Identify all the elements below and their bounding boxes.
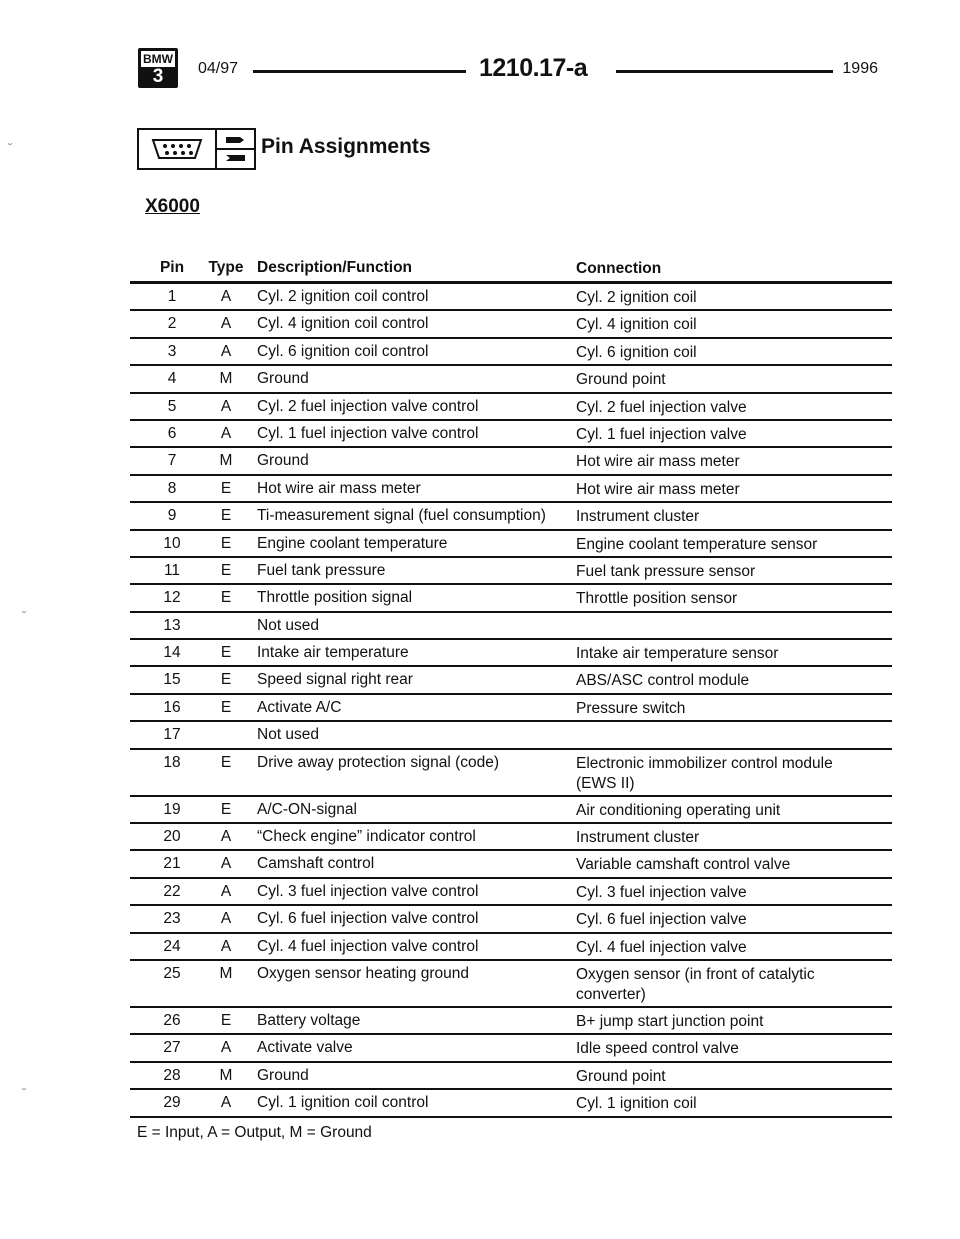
connection-cell: Hot wire air mass meter	[576, 480, 740, 498]
pin-cell: 22	[163, 882, 181, 900]
type-cell: E	[220, 534, 232, 552]
description-cell: Engine coolant temperature	[257, 534, 448, 552]
table-row	[130, 366, 892, 393]
pin-cell: 9	[167, 507, 177, 525]
type-cell: E	[220, 479, 232, 497]
type-cell: M	[219, 964, 233, 982]
pin-cell: 21	[163, 855, 181, 873]
description-cell: Cyl. 2 ignition coil control	[257, 288, 429, 305]
table-row	[130, 695, 892, 722]
scan-mark: ˘	[8, 140, 13, 156]
connection-cell: Cyl. 6 fuel injection valve	[576, 911, 747, 929]
description-cell: Throttle position signal	[257, 589, 413, 607]
description-cell: Cyl. 4 fuel injection valve control	[257, 937, 479, 955]
type-cell: E	[220, 698, 232, 716]
pin-cell: 26	[163, 1011, 181, 1029]
type-cell: E	[220, 589, 232, 607]
table-row	[130, 284, 892, 311]
connection-cell: Cyl. 1 fuel injection valve	[576, 425, 747, 443]
table-row	[130, 797, 892, 824]
connection-cell: Intake air temperature sensor	[576, 645, 779, 663]
pin-cell: 17	[163, 726, 181, 744]
connection-cell: B+ jump start junction point	[576, 1012, 764, 1030]
type-cell: E	[220, 507, 232, 525]
description-cell: Cyl. 1 fuel injection valve control	[257, 424, 479, 442]
type-cell: A	[220, 424, 232, 442]
table-row	[130, 906, 892, 933]
header-date: 04/97	[198, 60, 239, 77]
pin-cell: 28	[163, 1066, 181, 1084]
description-cell: A/C-ON-signal	[257, 800, 357, 818]
column-header-connection: Connection	[576, 260, 662, 277]
description-cell: Cyl. 6 fuel injection valve control	[257, 910, 479, 928]
table-row	[130, 339, 892, 366]
table-row	[130, 1063, 892, 1090]
type-legend: E = Input, A = Output, M = Ground	[137, 1124, 372, 1141]
pin-cell: 3	[167, 342, 177, 360]
pin-cell: 12	[163, 589, 181, 607]
description-cell: Camshaft control	[257, 855, 375, 873]
connection-cell: Oxygen sensor (in front of catalytic converter)	[576, 965, 815, 1003]
document-number: 1210.17-a	[479, 54, 588, 82]
pin-cell: 1	[167, 288, 177, 305]
type-cell: E	[220, 1011, 232, 1029]
table-row	[130, 640, 892, 667]
table-body	[130, 281, 892, 1118]
connection-cell: Variable camshaft control valve	[576, 856, 791, 874]
type-cell: A	[220, 1039, 232, 1057]
table-row	[130, 851, 892, 878]
header-year: 1996	[842, 60, 878, 77]
pin-assignment-table	[130, 255, 892, 1118]
description-cell: Not used	[257, 726, 320, 744]
type-cell: A	[220, 342, 232, 360]
description-cell: Activate valve	[257, 1039, 353, 1057]
connection-cell: Engine coolant temperature sensor	[576, 535, 818, 553]
pin-cell: 25	[163, 964, 181, 982]
connector-icon	[137, 128, 217, 170]
type-cell: A	[220, 855, 232, 873]
page-header	[138, 48, 878, 88]
type-cell: E	[220, 671, 232, 689]
description-cell: Oxygen sensor heating ground	[257, 964, 469, 982]
pin-cell: 5	[167, 397, 177, 415]
connection-cell: Idle speed control valve	[576, 1040, 739, 1058]
connection-cell: Fuel tank pressure sensor	[576, 562, 756, 580]
table-row	[130, 961, 892, 1008]
pin-cell: 10	[163, 534, 181, 552]
table-row	[130, 1090, 892, 1117]
pin-cell: 16	[163, 698, 181, 716]
table-row	[130, 311, 892, 338]
connection-cell: Cyl. 6 ignition coil	[576, 343, 697, 361]
connector-id: X6000	[145, 196, 200, 217]
connection-cell: Electronic immobilizer control module (EWS II)	[576, 754, 833, 792]
description-cell: Cyl. 6 ignition coil control	[257, 342, 429, 360]
connection-cell: Cyl. 1 ignition coil	[576, 1095, 697, 1113]
connection-cell: Throttle position sensor	[576, 590, 738, 608]
description-cell: Ground	[257, 452, 309, 470]
description-cell: “Check engine” indicator control	[257, 828, 476, 846]
header-rule-right	[616, 70, 833, 73]
type-cell: M	[219, 452, 233, 470]
description-cell: Intake air temperature	[257, 644, 409, 662]
logo-brand: BMW	[143, 52, 173, 66]
connection-cell: Ground point	[576, 1067, 666, 1085]
pin-cell: 2	[167, 315, 177, 333]
pin-cell: 8	[167, 479, 177, 497]
page-title: Pin Assignments	[261, 135, 431, 158]
table-row	[130, 503, 892, 530]
connection-cell: Cyl. 2 ignition coil	[576, 289, 697, 306]
column-header-pin: Pin	[159, 259, 185, 276]
connection-cell: Cyl. 4 ignition coil	[576, 316, 697, 334]
connection-cell: ABS/ASC control module	[576, 672, 750, 690]
type-cell: A	[220, 397, 232, 415]
type-cell: A	[220, 315, 232, 333]
description-cell: Cyl. 1 ignition coil control	[257, 1094, 429, 1112]
connection-cell: Cyl. 3 fuel injection valve	[576, 883, 747, 901]
pin-cell: 15	[163, 671, 181, 689]
scan-mark: ˘	[22, 1085, 27, 1101]
table-row	[130, 531, 892, 558]
connection-cell: Air conditioning operating unit	[576, 801, 781, 819]
bmw-3-series-logo	[138, 48, 178, 88]
connection-cell: Cyl. 2 fuel injection valve	[576, 398, 747, 416]
connection-cell: Instrument cluster	[576, 829, 700, 847]
connection-cell: Hot wire air mass meter	[576, 453, 740, 471]
pin-direction-icon	[215, 128, 256, 170]
column-header-type: Type	[208, 259, 244, 276]
logo-series: 3	[152, 66, 164, 87]
description-cell: Ground	[257, 1066, 309, 1084]
pin-cell: 19	[163, 800, 181, 818]
description-cell: Battery voltage	[257, 1011, 361, 1029]
scan-mark: ˘	[22, 608, 27, 624]
table-row	[130, 824, 892, 851]
pin-cell: 20	[163, 828, 181, 846]
connection-cell: Instrument cluster	[576, 508, 700, 526]
connection-cell: Ground point	[576, 371, 666, 389]
table-row	[130, 558, 892, 585]
pin-cell: 23	[163, 910, 181, 928]
pin-cell: 14	[163, 644, 181, 662]
type-cell: E	[220, 561, 232, 579]
description-cell: Speed signal right rear	[257, 671, 413, 689]
type-cell: E	[220, 644, 232, 662]
pin-cell: 24	[163, 937, 181, 955]
description-cell: Hot wire air mass meter	[257, 479, 421, 497]
table-row	[130, 585, 892, 612]
description-cell: Ground	[257, 370, 309, 388]
table-row	[130, 476, 892, 503]
description-cell: Cyl. 3 fuel injection valve control	[257, 882, 479, 900]
type-cell: E	[220, 753, 232, 771]
pin-cell: 13	[163, 616, 181, 634]
pin-cell: 29	[163, 1094, 181, 1112]
pin-cell: 27	[163, 1039, 181, 1057]
pin-cell: 6	[167, 424, 177, 442]
type-cell: M	[219, 370, 233, 388]
type-cell: A	[220, 882, 232, 900]
description-cell: Not used	[257, 616, 320, 634]
type-cell: A	[220, 910, 232, 928]
type-cell: E	[220, 800, 232, 818]
description-cell: Fuel tank pressure	[257, 561, 386, 579]
connection-cell: Pressure switch	[576, 699, 686, 717]
type-cell: A	[220, 288, 232, 305]
type-cell: A	[220, 937, 232, 955]
pin-cell: 11	[163, 561, 181, 579]
table-row	[130, 750, 892, 797]
description-cell: Drive away protection signal (code)	[257, 753, 500, 771]
connection-cell: Cyl. 4 fuel injection valve	[576, 938, 747, 956]
table-row	[130, 394, 892, 421]
column-header-description: Description/Function	[257, 259, 412, 276]
description-cell: Cyl. 2 fuel injection valve control	[257, 397, 479, 415]
description-cell: Cyl. 4 ignition coil control	[257, 315, 429, 333]
table-row	[130, 448, 892, 475]
type-cell: M	[219, 1066, 233, 1084]
pin-cell: 18	[163, 753, 181, 771]
table-row	[130, 722, 892, 749]
table-row	[130, 667, 892, 694]
description-cell: Ti-measurement signal (fuel consumption)	[257, 507, 546, 525]
table-row	[130, 421, 892, 448]
table-row	[130, 1008, 892, 1035]
table-row	[130, 879, 892, 906]
pin-cell: 7	[167, 452, 177, 470]
type-cell: A	[220, 1094, 232, 1112]
description-cell: Activate A/C	[257, 698, 342, 716]
table-row	[130, 1035, 892, 1062]
pin-cell: 4	[167, 370, 177, 388]
table-row	[130, 613, 892, 640]
header-rule-left	[253, 70, 466, 73]
table-header	[130, 255, 892, 281]
type-cell: A	[220, 828, 232, 846]
table-row	[130, 934, 892, 961]
